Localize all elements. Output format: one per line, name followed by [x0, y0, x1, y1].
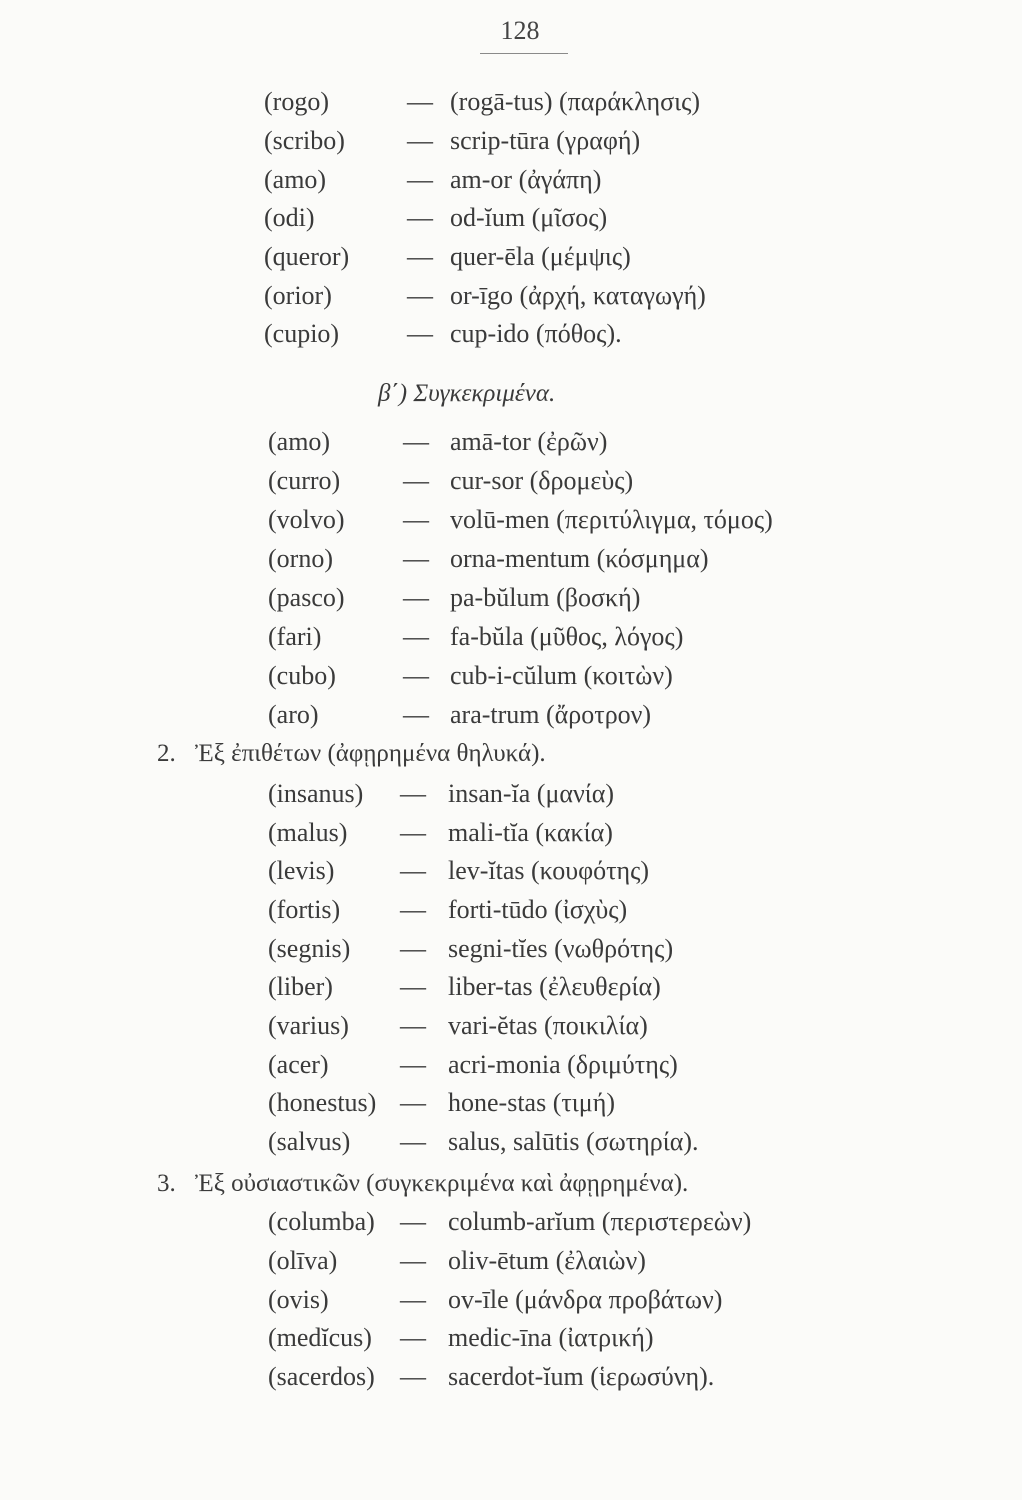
em-dash: — [400, 1207, 426, 1236]
section-title: Ἐξ οὐσιαστικῶν (συγκεκριμένα καὶ ἀφῃρημένα). [195, 1170, 689, 1197]
section-number: 2. [157, 740, 176, 767]
derived-word: cub-i-cŭlum (κοιτὼν) [450, 661, 673, 690]
derived-word: (rogā-tus) (παράκλησις) [450, 87, 701, 116]
em-dash: — [403, 427, 429, 456]
derived-word: medic-īna (ἰατρική) [448, 1323, 654, 1352]
em-dash: — [403, 505, 429, 534]
em-dash: — [400, 1127, 426, 1156]
derived-word: lev-ĭtas (κουφότης) [448, 856, 650, 885]
derived-word: cup-ido (πόθος). [450, 319, 622, 348]
derived-word: acri-monia (δριμύτης) [448, 1050, 678, 1079]
source-word: (levis) [268, 856, 335, 885]
em-dash: — [407, 319, 433, 348]
source-word: (honestus) [268, 1088, 377, 1117]
source-word: (aro) [268, 700, 319, 729]
em-dash: — [400, 934, 426, 963]
section-heading-3 [157, 1166, 688, 1202]
em-dash: — [400, 1285, 426, 1314]
em-dash: — [403, 622, 429, 651]
source-word: (orno) [268, 544, 333, 573]
source-word: (medĭcus) [268, 1323, 372, 1352]
derived-word: columb-arĭum (περιστερεὼν) [448, 1207, 752, 1236]
derived-word: salus, salūtis (σωτηρία). [448, 1127, 699, 1156]
source-word: (olīva) [268, 1246, 338, 1275]
source-word: (segnis) [268, 934, 351, 963]
source-word: (salvus) [268, 1127, 351, 1156]
derived-word: orna-mentum (κόσμημα) [450, 544, 709, 573]
source-word: (sacerdos) [268, 1362, 375, 1391]
source-word: (varius) [268, 1011, 349, 1040]
em-dash: — [400, 1088, 426, 1117]
derived-word: mali-tĭa (κακία) [448, 818, 613, 847]
source-word: (acer) [268, 1050, 329, 1079]
source-word: (amo) [264, 165, 327, 194]
em-dash: — [407, 242, 433, 271]
subheading-concrete: β΄) Συγκεκριμένα. [378, 380, 556, 407]
derived-word: sacerdot-ĭum (ἱερωσύνη). [448, 1362, 715, 1391]
em-dash: — [400, 972, 426, 1001]
em-dash: — [407, 203, 433, 232]
em-dash: — [407, 165, 433, 194]
derived-word: ov-īle (μάνδρα προβάτων) [448, 1285, 723, 1314]
em-dash: — [400, 856, 426, 885]
source-word: (odi) [264, 203, 315, 232]
source-word: (cupio) [264, 319, 340, 348]
derived-word: pa-bŭlum (βοσκή) [450, 583, 641, 612]
derived-word: am-or (ἀγάπη) [450, 165, 602, 194]
source-word: (queror) [264, 242, 350, 271]
derived-word: scrip-tūra (γραφή) [450, 126, 641, 155]
source-word: (volvo) [268, 505, 345, 534]
source-word: (amo) [268, 427, 331, 456]
derived-word: liber-tas (ἐλευθερία) [448, 972, 661, 1001]
derived-word: segni-tĭes (νωθρότης) [448, 934, 674, 963]
em-dash: — [403, 583, 429, 612]
section-title: Ἐξ ἐπιθέτων (ἀφῃρημένα θηλυκά). [195, 740, 546, 767]
page-number-rule [480, 53, 568, 54]
em-dash: — [400, 1246, 426, 1275]
em-dash: — [403, 700, 429, 729]
em-dash: — [400, 1050, 426, 1079]
em-dash: — [400, 818, 426, 847]
em-dash: — [403, 466, 429, 495]
em-dash: — [403, 661, 429, 690]
derived-word: ara-trum (ἄροτρον) [450, 700, 652, 729]
source-word: (liber) [268, 972, 333, 1001]
derived-word: vari-ĕtas (ποικιλία) [448, 1011, 648, 1040]
derived-word: hone-stas (τιμή) [448, 1088, 615, 1117]
derived-word: oliv-ētum (ἐλαιὼν) [448, 1246, 646, 1275]
derived-word: or-īgo (ἀρχή, καταγωγή) [450, 281, 706, 310]
source-word: (pasco) [268, 583, 345, 612]
source-word: (ovis) [268, 1285, 329, 1314]
source-word: (cubo) [268, 661, 336, 690]
derived-word: fa-bŭla (μῦθος, λόγος) [450, 622, 684, 651]
source-word: (columba) [268, 1207, 375, 1236]
derived-word: forti-tūdo (ἰσχὺς) [448, 895, 628, 924]
source-word: (insanus) [268, 779, 364, 808]
section-number: 3. [157, 1170, 176, 1197]
derived-word: cur-sor (δρομεὺς) [450, 466, 634, 495]
source-word: (fortis) [268, 895, 341, 924]
source-word: (curro) [268, 466, 341, 495]
page-number: 128 [500, 16, 540, 45]
em-dash: — [407, 126, 433, 155]
derived-word: quer-ēla (μέμψις) [450, 242, 631, 271]
source-word: (rogo) [264, 87, 329, 116]
derived-word: amā-tor (ἐρῶν) [450, 427, 608, 456]
derived-word: insan-ĭa (μανία) [448, 779, 615, 808]
derived-word: od-ĭum (μῖσος) [450, 203, 608, 232]
derived-word: volū-men (περιτύλιγμα, τόμος) [450, 505, 773, 534]
source-word: (fari) [268, 622, 322, 651]
source-word: (scribo) [264, 126, 345, 155]
em-dash: — [400, 779, 426, 808]
source-word: (malus) [268, 818, 348, 847]
em-dash: — [400, 1011, 426, 1040]
em-dash: — [403, 544, 429, 573]
source-word: (orior) [264, 281, 332, 310]
em-dash: — [407, 281, 433, 310]
em-dash: — [407, 87, 433, 116]
section-heading-2 [157, 736, 546, 772]
em-dash: — [400, 895, 426, 924]
em-dash: — [400, 1323, 426, 1352]
em-dash: — [400, 1362, 426, 1391]
